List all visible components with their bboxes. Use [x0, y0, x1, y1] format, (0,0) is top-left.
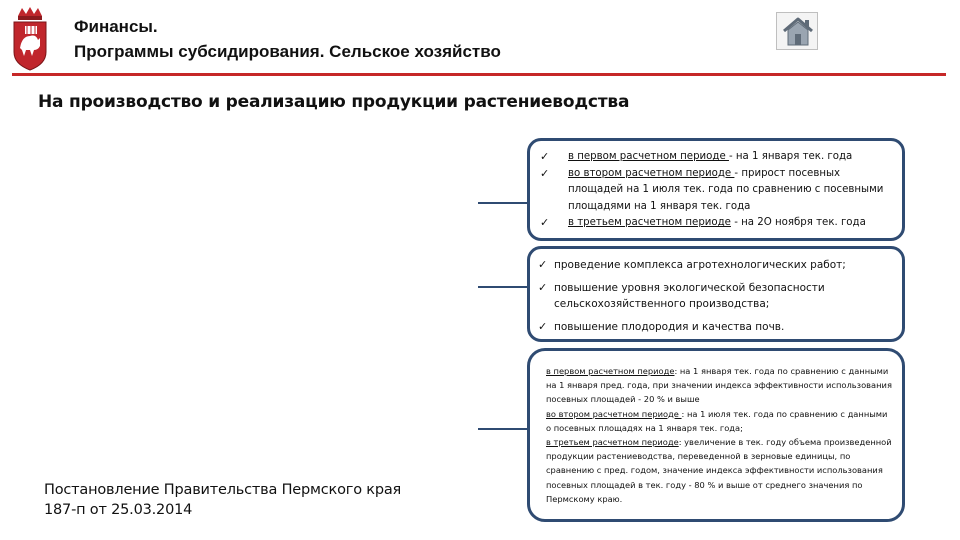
checkmark-icon: ✓	[538, 319, 548, 333]
home-button[interactable]	[776, 12, 818, 50]
period-text: - прирост посевных площадей на 1 июля тек. года по сравнению с посевными площадями на 1 января тек. года	[568, 167, 884, 212]
regulation-reference	[44, 480, 401, 520]
section-title: На производство и реализацию продукции растениеводства	[38, 92, 630, 112]
list-item	[536, 149, 892, 166]
period-label: во втором расчетном периоде	[546, 408, 682, 419]
condition-text: : на 1 января тек. года по сравнению с данными на 1 января пред. года, при значении индекса эффективности использования посевных площадей - 20 % и выше	[546, 366, 892, 405]
condition-text: : на 1 июля тек. года по сравнению с данными о посевных площадях на 1 января тек. года;	[546, 408, 888, 433]
goal-text: повышение плодородия и качества почв.	[554, 320, 785, 333]
condition-paragraph	[546, 364, 892, 407]
calculation-periods-box	[527, 138, 905, 241]
list-item	[536, 319, 892, 336]
conditions-box	[527, 348, 905, 522]
condition-paragraph	[546, 435, 892, 506]
period-text: - на 1 января тек. года	[728, 151, 853, 162]
period-label: во втором расчетном периоде	[568, 167, 735, 179]
regulation-number: 187-п от 25.03.2014	[44, 502, 193, 518]
connector-line-1	[478, 202, 527, 204]
period-label: в первом расчетном периоде	[568, 151, 729, 162]
page-title	[74, 14, 501, 64]
period-label: в третьем расчетном периоде	[568, 217, 731, 228]
list-item	[536, 215, 892, 232]
list-item	[536, 257, 892, 274]
connector-line-3	[478, 428, 527, 430]
home-icon	[781, 16, 815, 48]
checkmark-icon: ✓	[538, 258, 548, 271]
checkmark-icon: ✓	[538, 280, 548, 294]
regulation-title: Постановление Правительства Пермского края	[44, 482, 402, 498]
goal-text: повышение уровня экологической безопасности сельскохозяйственного производства;	[554, 281, 825, 310]
goals-box	[527, 246, 905, 342]
condition-paragraph	[546, 407, 892, 435]
period-text: - на 2О ноября тек. года	[730, 217, 866, 228]
header-divider	[12, 73, 946, 76]
connector-line-2	[478, 286, 527, 288]
perm-krai-coat-of-arms-icon	[10, 6, 50, 72]
list-item	[536, 166, 892, 216]
header-title-line1: Финансы.	[74, 17, 158, 36]
period-label: в первом расчетном периоде	[546, 366, 675, 376]
list-item	[536, 280, 892, 313]
checkmark-icon: ✓	[540, 166, 550, 180]
period-label: в третьем расчетном периоде	[546, 437, 679, 448]
goal-text: проведение комплекса агротехнологических работ;	[554, 259, 846, 271]
condition-text: : увеличение в тек. году объема произведенной продукции растениеводства, переведенной в зерновые единицы, по сравнению с пред. годом, значение индекса эффективности использования посевных площадей в тек. году - 80 % и выше от среднего значения по Пермскому краю.	[546, 437, 892, 504]
checkmark-icon: ✓	[540, 150, 550, 163]
checkmark-icon: ✓	[540, 216, 550, 229]
header-title-line2: Программы субсидирования. Сельское хозяйство	[74, 42, 501, 61]
